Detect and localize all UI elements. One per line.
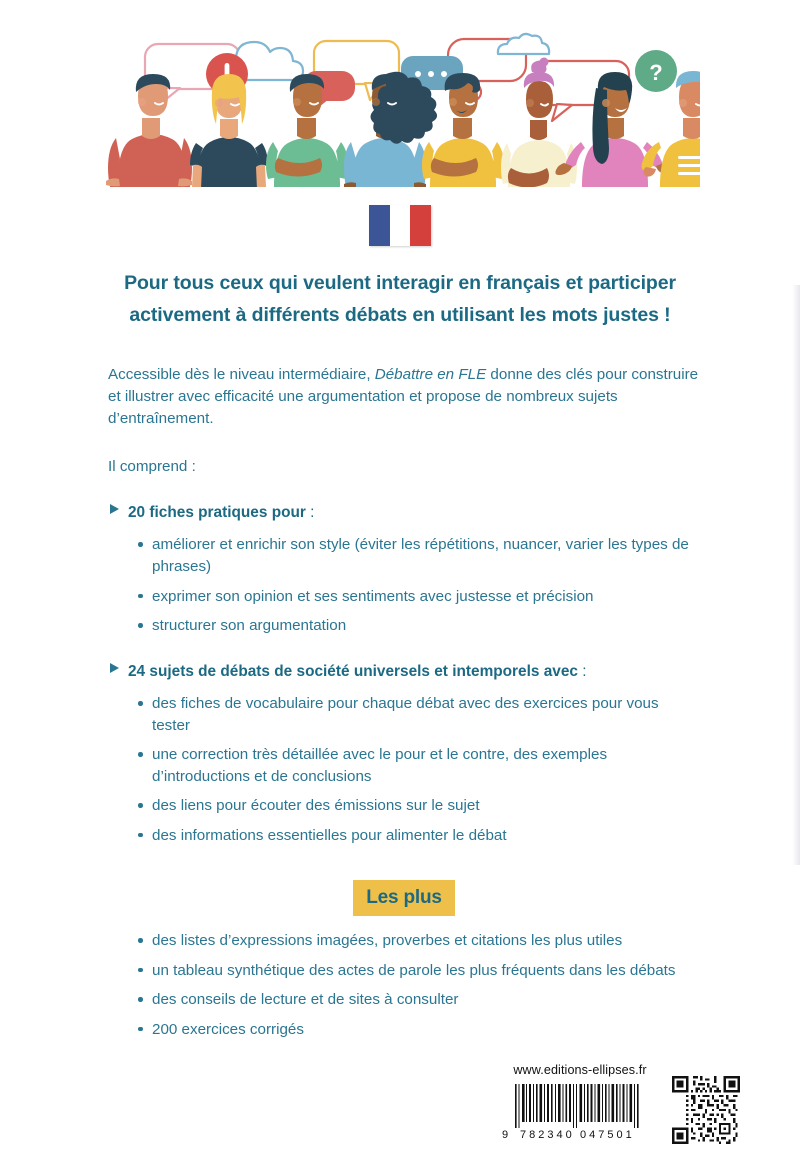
flag-band-white: [390, 205, 411, 246]
list-item-text: exprimer son opinion et ses sentiments avec justesse et précision: [152, 587, 594, 605]
footer: [0, 1063, 800, 1144]
list-item-text: structurer son argumentation: [152, 617, 347, 635]
list-item-text: des conseils de lecture et de sites à consulter: [152, 991, 459, 1009]
person-5: [422, 73, 504, 193]
list-item: [108, 1019, 700, 1041]
triangle-bullet-icon: [110, 504, 119, 514]
list-item-text: une correction très détaillée avec le pour et le contre, des exemples d’introductions et de conclusions: [152, 746, 608, 785]
list-item: [108, 960, 700, 982]
section-heading-2-bold: 24 sujets de débats de société universels et intemporels avec: [128, 662, 578, 680]
section-heading-1: [110, 502, 700, 524]
bullet-dot-icon: [138, 803, 143, 808]
list-item-text: 200 exercices corrigés: [152, 1020, 304, 1038]
list-item-text: un tableau synthétique des actes de parole les plus fréquents dans les débats: [152, 961, 676, 979]
list-item: [108, 744, 700, 787]
isbn-block: [500, 1063, 660, 1144]
list-item-text: des liens pour écouter des émissions sur le sujet: [152, 797, 480, 815]
bullet-dot-icon: [138, 594, 143, 599]
list-item: [108, 534, 700, 577]
publisher-website[interactable]: www.editions-ellipses.fr: [513, 1063, 647, 1077]
section-heading-2-tail: :: [577, 662, 587, 680]
list-item: [108, 825, 700, 847]
list-item-text: améliorer et enrichir son style (éviter les répétitions, nuancer, varier les types de phrases): [152, 536, 689, 576]
bullet-dot-icon: [138, 833, 143, 838]
les-plus-list: [108, 930, 700, 1040]
green-question-badge: [635, 50, 677, 92]
flag-band-red: [410, 205, 431, 246]
section-heading-2-label: [128, 661, 587, 683]
list-item: [108, 989, 700, 1011]
section-heading-1-label: [128, 502, 314, 524]
list-item: [108, 930, 700, 952]
headline-line-2: activement à différents débats en utilisant les mots justes !: [129, 303, 671, 326]
comprend-label: Il comprend :: [108, 458, 196, 476]
list-item-text: des informations essentielles pour alimenter le débat: [152, 826, 507, 844]
headline-line-1: Pour tous ceux qui veulent interagir en français et participer: [124, 272, 676, 294]
flag-band-blue: [369, 205, 390, 246]
content-column: [108, 364, 700, 1048]
spine-shadow: [792, 285, 800, 865]
list-item: [108, 795, 700, 817]
person-1: [106, 74, 192, 193]
intro-paragraph: [108, 364, 700, 430]
list-item: [108, 615, 700, 637]
isbn-group-1: 782340: [520, 1129, 575, 1141]
blue-outline-cloud: [498, 34, 549, 54]
bullet-dot-icon: [138, 1027, 143, 1032]
person-2: [190, 74, 268, 193]
isbn-lead-digit: 9: [502, 1129, 509, 1141]
bullet-dot-icon: [138, 997, 143, 1002]
qr-code[interactable]: [672, 1076, 740, 1144]
section-heading-1-bold: 20 fiches pratiques pour: [128, 504, 306, 522]
list-item-text: des listes d’expressions imagées, proverbes et citations les plus utiles: [152, 932, 623, 950]
section-heading-2: [110, 661, 700, 683]
list-item-text: des fiches de vocabulaire pour chaque débat avec des exercices pour vous tester: [152, 695, 659, 734]
les-plus-banner: Les plus: [353, 880, 454, 917]
triangle-bullet-icon: [110, 663, 119, 673]
list-item: [108, 586, 700, 608]
section-1-list: [108, 534, 700, 636]
headline: [100, 268, 700, 331]
cover-illustration: [100, 18, 700, 193]
les-plus-banner-wrapper: [108, 880, 700, 917]
bullet-dot-icon: [138, 968, 143, 973]
isbn-barcode: [500, 1080, 660, 1144]
section-heading-1-tail: :: [305, 504, 315, 522]
list-item: [108, 693, 700, 736]
bullet-dot-icon: [138, 938, 143, 943]
bullet-dot-icon: [138, 623, 143, 628]
bullet-dot-icon: [138, 752, 143, 757]
book-title: Débattre en FLE: [374, 366, 487, 383]
intro-after-title: donne des clés pour construire et illustrer avec efficacité une argumentation et propose de nombreux sujets d’entraînement.: [108, 366, 699, 428]
bullet-dot-icon: [138, 542, 143, 547]
intro-before-title: Accessible dès le niveau intermédiaire,: [108, 366, 375, 383]
isbn-group-2: 047501: [580, 1129, 635, 1141]
french-flag: [369, 205, 431, 246]
svg-text:?: ?: [649, 60, 663, 85]
bullet-dot-icon: [138, 701, 143, 706]
section-2-list: [108, 693, 700, 846]
french-flag-wrapper: [0, 205, 800, 246]
